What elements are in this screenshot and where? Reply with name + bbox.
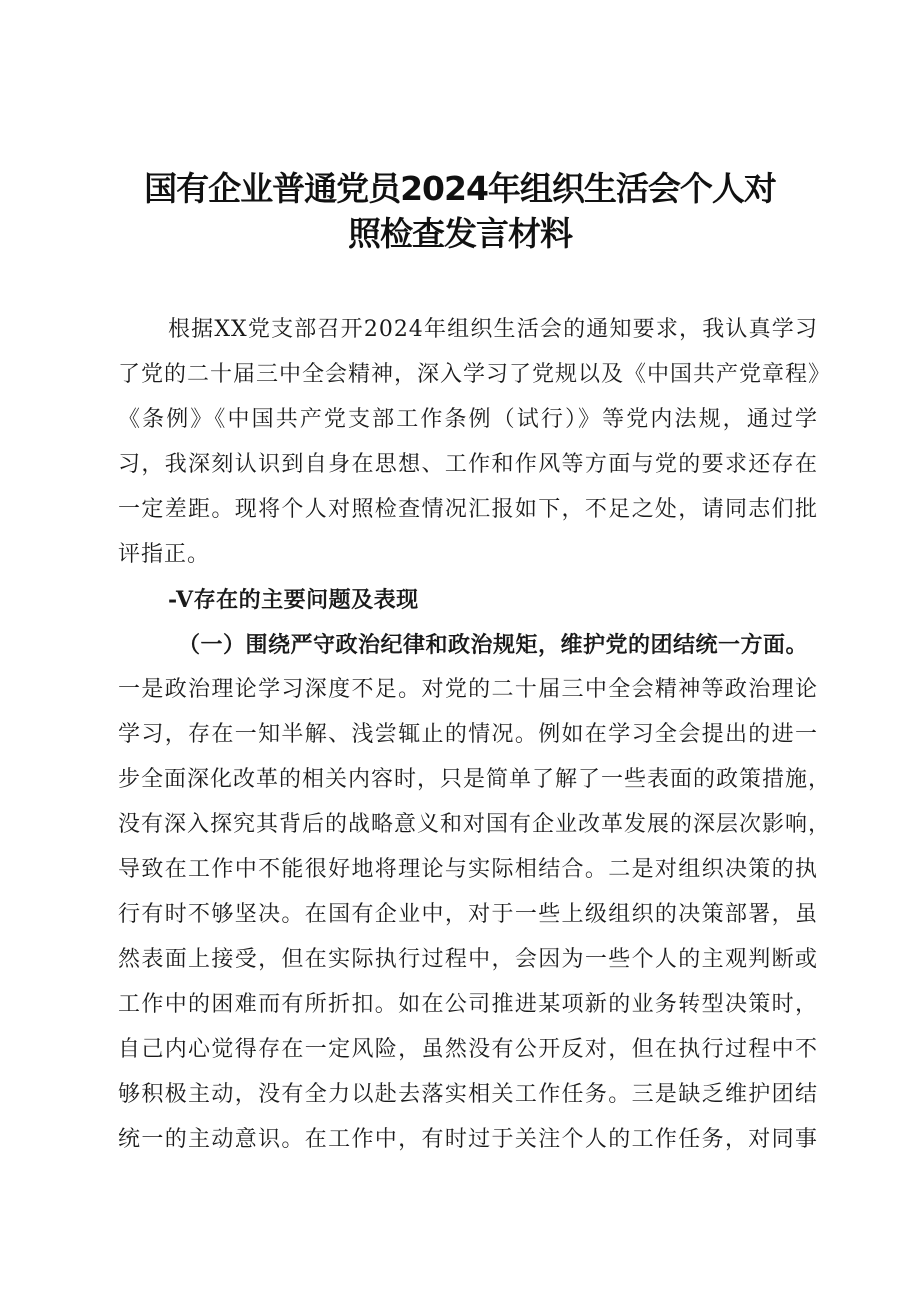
body-paragraph-line: 没有深入探究其背后的战略意义和对国有企业改革发展的深层次影响，: [118, 812, 832, 837]
body-paragraph-line: 统一的主动意识。在工作中，有时过于关注个人的工作任务，对同事: [118, 1127, 818, 1152]
body-paragraph-line: 步全面深化改革的相关内容时，只是简单了解了一些表面的政策措施，: [118, 767, 832, 792]
document-title-line-1: 国有企业普通党员2024年组织生活会个人对: [144, 169, 776, 208]
body-paragraph-line: 学习，存在一知半解、浅尝辄止的情况。例如在学习全会提出的进一: [118, 722, 818, 747]
body-paragraph-line: 工作中的困难而有所折扣。如在公司推进某项新的业务转型决策时，: [118, 992, 818, 1017]
document-title-line-2: 照检查发言材料: [348, 214, 572, 253]
section-heading: -V存在的主要问题及表现: [168, 587, 419, 613]
body-paragraph-line: 自己内心觉得存在一定风险，虽然没有公开反对，但在执行过程中不: [118, 1037, 818, 1062]
intro-paragraph-line: 根据XX党支部召开2024年组织生活会的通知要求，我认真学习: [168, 317, 818, 342]
body-paragraph-line: 行有时不够坚决。在国有企业中，对于一些上级组织的决策部署，虽: [118, 902, 818, 927]
body-paragraph-line: 导致在工作中不能很好地将理论与实际相结合。二是对组织决策的执: [118, 857, 818, 882]
intro-paragraph-line: 评指正。: [118, 542, 211, 567]
body-paragraph-line: 然表面上接受，但在实际执行过程中，会因为一些个人的主观判断或: [118, 947, 818, 972]
intro-paragraph-line: 习，我深刻认识到自身在思想、工作和作风等方面与党的要求还存在: [118, 452, 818, 477]
intro-paragraph-line: 一定差距。现将个人对照检查情况汇报如下，不足之处，请同志们批: [118, 497, 818, 522]
subsection-heading: （一）围绕严守政治纪律和政治规矩，维护党的团结统一方面。: [178, 632, 809, 658]
body-paragraph-line: 一是政治理论学习深度不足。对党的二十届三中全会精神等政治理论: [118, 677, 818, 702]
body-paragraph-line: 够积极主动，没有全力以赴去落实相关工作任务。三是缺乏维护团结: [118, 1082, 818, 1107]
intro-paragraph-line: 了党的二十届三中全会精神，深入学习了党规以及《中国共产党章程》: [118, 362, 832, 387]
intro-paragraph-line: 《条例》《中国共产党支部工作条例（试行）》等党内法规，通过学: [118, 407, 818, 432]
